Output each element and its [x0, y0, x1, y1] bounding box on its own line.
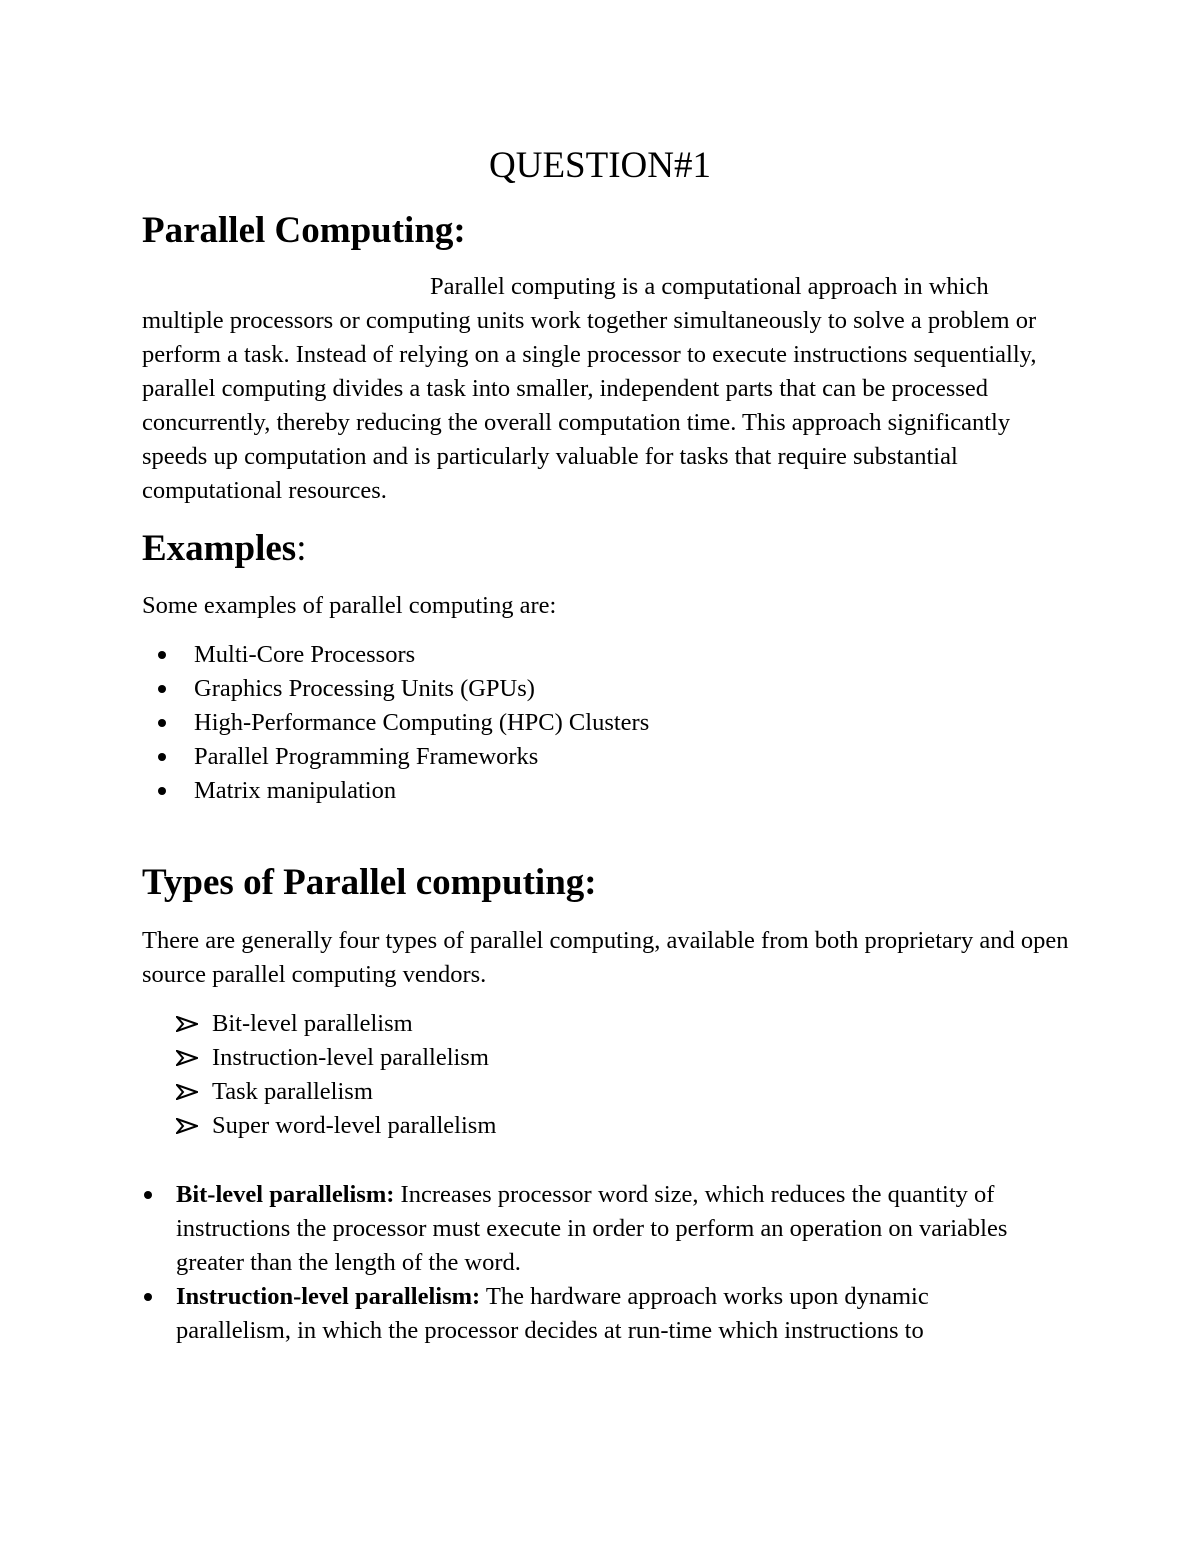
page-title: QUESTION#1: [489, 145, 711, 186]
heading-parallel-computing: Parallel Computing:: [142, 210, 466, 251]
definition-text: The hardware approach works upon dynamic parallelism, in which the processor decides at run-time which instructions to: [176, 1283, 929, 1344]
list-item-text: Instruction-level parallelism: [212, 1044, 489, 1071]
bullet-icon: [144, 1293, 152, 1301]
examples-list: [142, 638, 649, 808]
bullet-icon: [158, 685, 166, 693]
arrow-bullet-icon: [176, 1050, 198, 1066]
list-item-text: Super word-level parallelism: [212, 1112, 497, 1139]
list-item: [142, 706, 649, 740]
definition-term: Instruction-level parallelism:: [176, 1283, 481, 1310]
heading-examples: [142, 526, 306, 572]
list-item-text: High-Performance Computing (HPC) Clusters: [194, 709, 650, 736]
definition-item: [142, 1280, 1042, 1348]
list-item-text: Parallel Programming Frameworks: [194, 743, 539, 770]
list-item: [142, 740, 649, 774]
bullet-icon: [158, 719, 166, 727]
list-item: [142, 638, 649, 672]
heading-types: Types of Parallel computing:: [142, 862, 597, 903]
paragraph-definition: Parallel computing is a computational approach in which multiple processors or computing units work together simultaneously to solve a problem or perform a task. Instead of relying on a single processor to execute instructions sequentially, parallel computing divides a task into smaller, independent parts that can be processed concurrently, thereby reducing the overall computation time. This approach significantly speeds up computation and is particularly valuable for tasks that require substantial computational resources.: [142, 273, 1037, 504]
list-item: [176, 1041, 496, 1075]
paragraph-types-intro: There are generally four types of parallel computing, available from both proprietary and open source parallel computing vendors.: [142, 927, 1069, 988]
paragraph-examples-intro: Some examples of parallel computing are:: [142, 592, 557, 619]
bullet-icon: [158, 651, 166, 659]
arrow-bullet-icon: [176, 1016, 198, 1032]
list-item: [176, 1109, 496, 1143]
definition-term: Bit-level parallelism:: [176, 1181, 395, 1208]
definitions-list: [142, 1178, 1042, 1348]
list-item-text: Task parallelism: [212, 1078, 373, 1105]
bullet-icon: [158, 787, 166, 795]
arrow-bullet-icon: [176, 1084, 198, 1100]
list-item-text: Multi-Core Processors: [194, 641, 416, 668]
list-item: [142, 672, 649, 706]
arrow-bullet-icon: [176, 1118, 198, 1134]
types-list: [176, 1007, 496, 1143]
list-item: [176, 1075, 496, 1109]
list-item: [142, 774, 649, 808]
list-item-text: Bit-level parallelism: [212, 1010, 413, 1037]
definition-item: [142, 1178, 1042, 1280]
bullet-icon: [158, 753, 166, 761]
list-item-text: Graphics Processing Units (GPUs): [194, 675, 535, 702]
heading-examples-colon: :: [296, 528, 307, 569]
heading-examples-text: Examples: [142, 528, 297, 569]
list-item: [176, 1007, 496, 1041]
definition-text: Increases processor word size, which reduces the quantity of instructions the processor must execute in order to perform an operation on variables greater than the length of the word.: [176, 1181, 1008, 1276]
list-item-text: Matrix manipulation: [194, 777, 397, 804]
bullet-icon: [144, 1191, 152, 1199]
